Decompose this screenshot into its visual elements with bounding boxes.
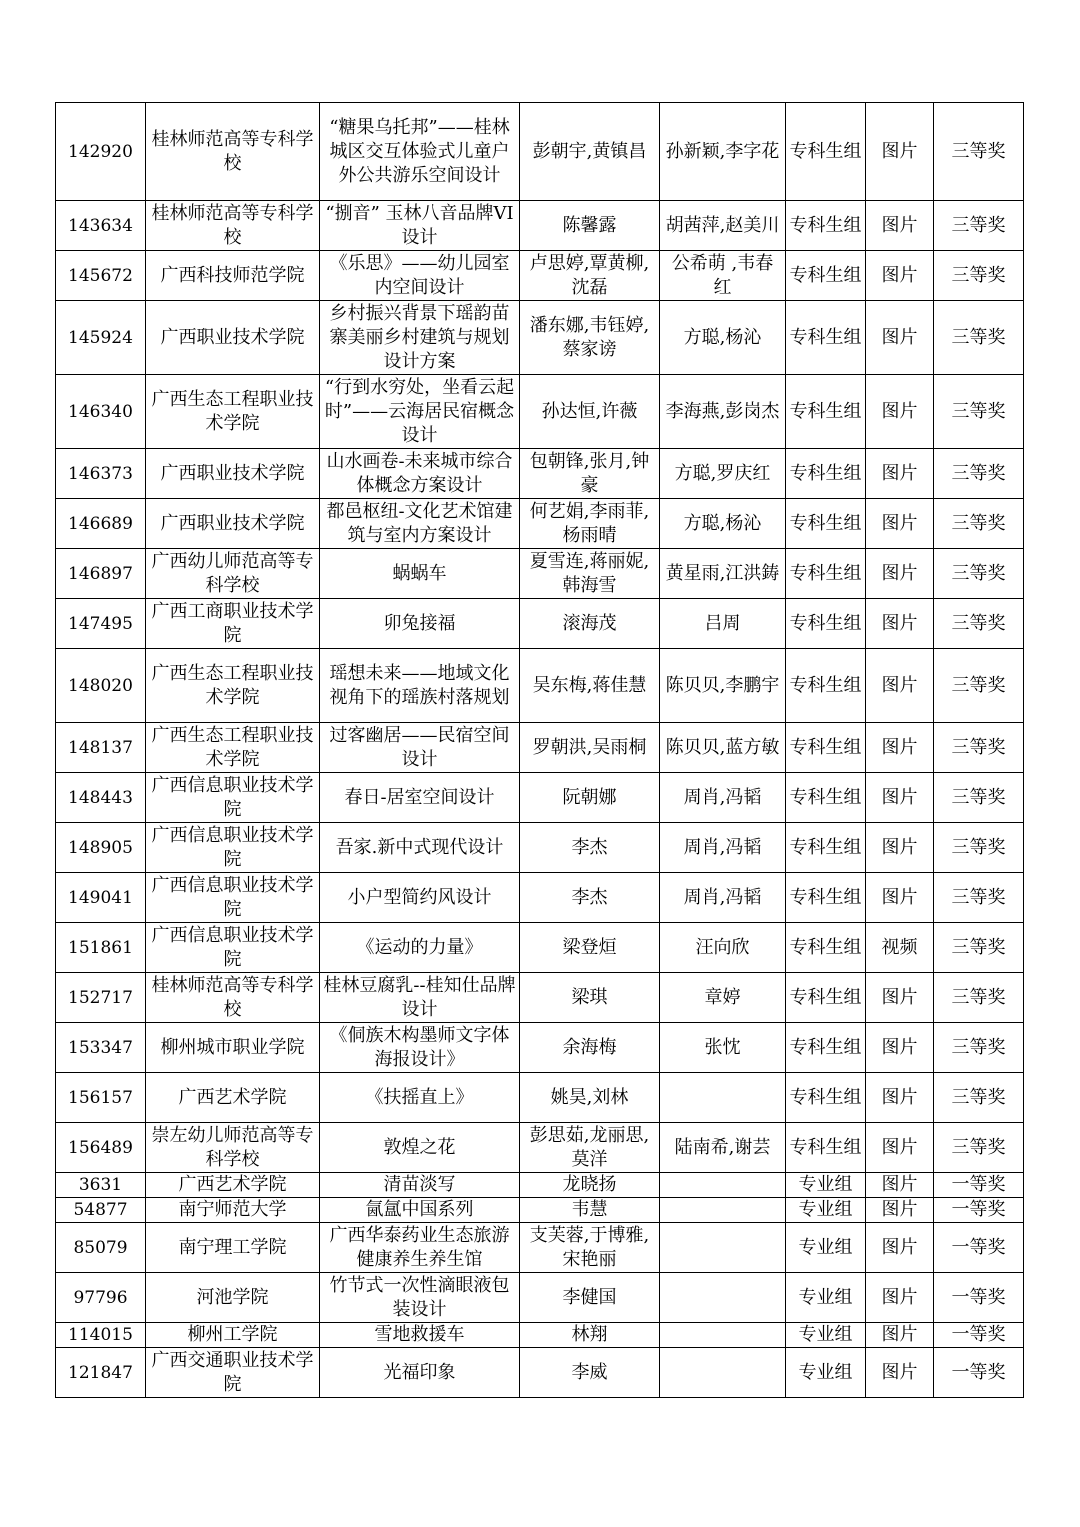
- cell-advisors: 章婷: [660, 973, 786, 1023]
- cell-authors: 梁登烜: [520, 923, 660, 973]
- table-row: [56, 1323, 1024, 1348]
- cell-authors: 何艺娟,李雨菲,杨雨晴: [520, 499, 660, 549]
- cell-type: 图片: [866, 773, 934, 823]
- cell-type: 图片: [866, 873, 934, 923]
- cell-id: 85079: [56, 1223, 146, 1273]
- cell-advisors: 张忱: [660, 1023, 786, 1073]
- table-row: [56, 1348, 1024, 1398]
- table-row: [56, 973, 1024, 1023]
- cell-id: 146373: [56, 449, 146, 499]
- cell-group: 专科生组: [786, 1023, 866, 1073]
- cell-school: 广西幼儿师范高等专科学校: [146, 549, 320, 599]
- table-row: [56, 873, 1024, 923]
- cell-id: 143634: [56, 201, 146, 251]
- cell-school: 柳州工学院: [146, 1323, 320, 1348]
- cell-group: 专业组: [786, 1323, 866, 1348]
- cell-group: 专科生组: [786, 375, 866, 449]
- cell-authors: 李杰: [520, 823, 660, 873]
- cell-type: 图片: [866, 549, 934, 599]
- table-row: [56, 923, 1024, 973]
- cell-advisors: [660, 1348, 786, 1398]
- cell-school: 广西科技师范学院: [146, 251, 320, 301]
- cell-id: 54877: [56, 1198, 146, 1223]
- cell-authors: 姚昊,刘林: [520, 1073, 660, 1123]
- cell-school: 广西艺术学院: [146, 1173, 320, 1198]
- cell-type: 图片: [866, 1348, 934, 1398]
- cell-work: 《乐思》——幼儿园室内空间设计: [320, 251, 520, 301]
- cell-advisors: [660, 1273, 786, 1323]
- cell-school: 广西艺术学院: [146, 1073, 320, 1123]
- cell-school: 广西职业技术学院: [146, 449, 320, 499]
- cell-work: 吾家.新中式现代设计: [320, 823, 520, 873]
- cell-award: 三等奖: [934, 1023, 1024, 1073]
- cell-group: 专业组: [786, 1173, 866, 1198]
- cell-advisors: 汪向欣: [660, 923, 786, 973]
- cell-group: 专业组: [786, 1348, 866, 1398]
- cell-work: 广西华泰药业生态旅游健康养生养生馆: [320, 1223, 520, 1273]
- cell-school: 广西信息职业技术学院: [146, 923, 320, 973]
- cell-work: 《扶摇直上》: [320, 1073, 520, 1123]
- cell-type: 图片: [866, 201, 934, 251]
- cell-award: 三等奖: [934, 103, 1024, 201]
- cell-award: 一等奖: [934, 1273, 1024, 1323]
- cell-id: 146897: [56, 549, 146, 599]
- cell-id: 148137: [56, 723, 146, 773]
- cell-award: 三等奖: [934, 823, 1024, 873]
- cell-award: 三等奖: [934, 723, 1024, 773]
- table-row: [56, 1273, 1024, 1323]
- cell-type: 图片: [866, 823, 934, 873]
- cell-award: 三等奖: [934, 375, 1024, 449]
- cell-advisors: 孙新颖,李字花: [660, 103, 786, 201]
- cell-school: 广西信息职业技术学院: [146, 873, 320, 923]
- cell-authors: 夏雪连,蒋丽妮,韩海雪: [520, 549, 660, 599]
- cell-work: 蜗蜗车: [320, 549, 520, 599]
- cell-type: 图片: [866, 723, 934, 773]
- cell-type: 图片: [866, 1273, 934, 1323]
- cell-id: 145924: [56, 301, 146, 375]
- cell-advisors: 李海燕,彭岗杰: [660, 375, 786, 449]
- cell-advisors: 黄星雨,江洪鋳: [660, 549, 786, 599]
- cell-id: 152717: [56, 973, 146, 1023]
- cell-advisors: [660, 1323, 786, 1348]
- cell-id: 151861: [56, 923, 146, 973]
- table-row: [56, 1173, 1024, 1198]
- cell-advisors: 胡茜萍,赵美川: [660, 201, 786, 251]
- cell-group: 专科生组: [786, 923, 866, 973]
- table-row: [56, 823, 1024, 873]
- table-row: [56, 773, 1024, 823]
- cell-work: 《侗族木构墨师文字体海报设计》: [320, 1023, 520, 1073]
- cell-advisors: 方聪,杨沁: [660, 499, 786, 549]
- table-body: [56, 103, 1024, 1398]
- cell-award: 三等奖: [934, 499, 1024, 549]
- cell-school: 广西生态工程职业技术学院: [146, 375, 320, 449]
- cell-award: 三等奖: [934, 301, 1024, 375]
- cell-school: 广西信息职业技术学院: [146, 773, 320, 823]
- cell-work: 清苗淡写: [320, 1173, 520, 1198]
- cell-school: 广西职业技术学院: [146, 301, 320, 375]
- cell-group: 专业组: [786, 1223, 866, 1273]
- cell-work: 小户型简约风设计: [320, 873, 520, 923]
- cell-work: 过客幽居——民宿空间设计: [320, 723, 520, 773]
- cell-award: 三等奖: [934, 923, 1024, 973]
- cell-id: 149041: [56, 873, 146, 923]
- cell-authors: 龙晓扬: [520, 1173, 660, 1198]
- cell-group: 专科生组: [786, 723, 866, 773]
- cell-award: 一等奖: [934, 1198, 1024, 1223]
- cell-id: 156157: [56, 1073, 146, 1123]
- cell-advisors: 方聪,罗庆红: [660, 449, 786, 499]
- cell-work: “捌音” 玉林八音品牌VI设计: [320, 201, 520, 251]
- cell-advisors: [660, 1173, 786, 1198]
- table-row: [56, 375, 1024, 449]
- cell-id: 156489: [56, 1123, 146, 1173]
- cell-type: 图片: [866, 1173, 934, 1198]
- cell-group: 专科生组: [786, 301, 866, 375]
- table-row: [56, 1198, 1024, 1223]
- cell-school: 广西交通职业技术学院: [146, 1348, 320, 1398]
- cell-type: 图片: [866, 251, 934, 301]
- cell-authors: 卢思婷,覃黄柳,沈磊: [520, 251, 660, 301]
- cell-group: 专科生组: [786, 773, 866, 823]
- cell-advisors: [660, 1198, 786, 1223]
- cell-school: 河池学院: [146, 1273, 320, 1323]
- cell-group: 专科生组: [786, 549, 866, 599]
- cell-type: 视频: [866, 923, 934, 973]
- cell-school: 南宁师范大学: [146, 1198, 320, 1223]
- cell-authors: 滚海茂: [520, 599, 660, 649]
- cell-group: 专科生组: [786, 201, 866, 251]
- cell-group: 专科生组: [786, 973, 866, 1023]
- cell-type: 图片: [866, 599, 934, 649]
- cell-work: 《运动的力量》: [320, 923, 520, 973]
- cell-award: 三等奖: [934, 1073, 1024, 1123]
- cell-award: 三等奖: [934, 1123, 1024, 1173]
- table-row: [56, 201, 1024, 251]
- cell-award: 一等奖: [934, 1173, 1024, 1198]
- cell-authors: 韦慧: [520, 1198, 660, 1223]
- cell-id: 148443: [56, 773, 146, 823]
- cell-authors: 梁琪: [520, 973, 660, 1023]
- cell-group: 专科生组: [786, 823, 866, 873]
- cell-group: 专科生组: [786, 499, 866, 549]
- table-row: [56, 499, 1024, 549]
- cell-award: 三等奖: [934, 773, 1024, 823]
- cell-type: 图片: [866, 1123, 934, 1173]
- cell-school: 桂林师范高等专科学校: [146, 973, 320, 1023]
- cell-advisors: 方聪,杨沁: [660, 301, 786, 375]
- cell-group: 专科生组: [786, 251, 866, 301]
- cell-work: 光福印象: [320, 1348, 520, 1398]
- cell-id: 145672: [56, 251, 146, 301]
- table-row: [56, 599, 1024, 649]
- cell-work: 竹节式一次性滴眼液包装设计: [320, 1273, 520, 1323]
- cell-group: 专科生组: [786, 103, 866, 201]
- cell-work: 桂林豆腐乳--桂知仕品牌设计: [320, 973, 520, 1023]
- cell-type: 图片: [866, 1073, 934, 1123]
- cell-school: 崇左幼儿师范高等专科学校: [146, 1123, 320, 1173]
- cell-id: 142920: [56, 103, 146, 201]
- cell-advisors: 周肖,冯韬: [660, 823, 786, 873]
- cell-type: 图片: [866, 649, 934, 723]
- cell-id: 3631: [56, 1173, 146, 1198]
- cell-award: 三等奖: [934, 251, 1024, 301]
- cell-type: 图片: [866, 1323, 934, 1348]
- cell-id: 148020: [56, 649, 146, 723]
- cell-type: 图片: [866, 973, 934, 1023]
- cell-id: 146340: [56, 375, 146, 449]
- cell-work: 春日-居室空间设计: [320, 773, 520, 823]
- cell-group: 专科生组: [786, 873, 866, 923]
- cell-authors: 李威: [520, 1348, 660, 1398]
- cell-type: 图片: [866, 1223, 934, 1273]
- cell-id: 114015: [56, 1323, 146, 1348]
- cell-work: “糖果乌托邦”——桂林城区交互体验式儿童户外公共游乐空间设计: [320, 103, 520, 201]
- cell-school: 广西生态工程职业技术学院: [146, 649, 320, 723]
- cell-school: 桂林师范高等专科学校: [146, 201, 320, 251]
- cell-type: 图片: [866, 1198, 934, 1223]
- cell-authors: 余海梅: [520, 1023, 660, 1073]
- cell-work: 乡村振兴背景下瑶韵苗寨美丽乡村建筑与规划设计方案: [320, 301, 520, 375]
- cell-type: 图片: [866, 499, 934, 549]
- cell-type: 图片: [866, 1023, 934, 1073]
- cell-school: 广西职业技术学院: [146, 499, 320, 549]
- cell-work: “行到水穷处，坐看云起时”——云海居民宿概念设计: [320, 375, 520, 449]
- cell-award: 三等奖: [934, 599, 1024, 649]
- cell-authors: 李健国: [520, 1273, 660, 1323]
- table-row: [56, 549, 1024, 599]
- cell-work: 氤氲中国系列: [320, 1198, 520, 1223]
- table-row: [56, 1073, 1024, 1123]
- table-row: [56, 649, 1024, 723]
- cell-group: 专科生组: [786, 599, 866, 649]
- table-row: [56, 251, 1024, 301]
- cell-advisors: 周肖,冯韬: [660, 773, 786, 823]
- table-row: [56, 1223, 1024, 1273]
- award-table: [55, 102, 1024, 1398]
- cell-type: 图片: [866, 301, 934, 375]
- cell-id: 148905: [56, 823, 146, 873]
- cell-authors: 孙达恒,许薇: [520, 375, 660, 449]
- table-row: [56, 1123, 1024, 1173]
- cell-authors: 李杰: [520, 873, 660, 923]
- cell-group: 专科生组: [786, 1123, 866, 1173]
- cell-advisors: [660, 1223, 786, 1273]
- cell-group: 专科生组: [786, 1073, 866, 1123]
- table-row: [56, 449, 1024, 499]
- cell-work: 山水画卷-未来城市综合体概念方案设计: [320, 449, 520, 499]
- cell-authors: 支芙蓉,于博雅,宋艳丽: [520, 1223, 660, 1273]
- cell-id: 153347: [56, 1023, 146, 1073]
- cell-school: 广西信息职业技术学院: [146, 823, 320, 873]
- cell-school: 南宁理工学院: [146, 1223, 320, 1273]
- cell-award: 一等奖: [934, 1323, 1024, 1348]
- cell-work: 雪地救援车: [320, 1323, 520, 1348]
- cell-authors: 彭朝宇,黄镇昌: [520, 103, 660, 201]
- cell-group: 专科生组: [786, 449, 866, 499]
- cell-id: 147495: [56, 599, 146, 649]
- cell-id: 146689: [56, 499, 146, 549]
- table-row: [56, 301, 1024, 375]
- cell-school: 广西生态工程职业技术学院: [146, 723, 320, 773]
- cell-advisors: 吕周: [660, 599, 786, 649]
- cell-award: 三等奖: [934, 201, 1024, 251]
- cell-authors: 潘东娜,韦钰婷,蔡家谤: [520, 301, 660, 375]
- cell-school: 柳州城市职业学院: [146, 1023, 320, 1073]
- cell-school: 广西工商职业技术学院: [146, 599, 320, 649]
- cell-work: 瑶想未来——地域文化视角下的瑶族村落规划: [320, 649, 520, 723]
- cell-work: 都邑枢纽-文化艺术馆建筑与室内方案设计: [320, 499, 520, 549]
- cell-advisors: [660, 1073, 786, 1123]
- cell-authors: 包朝锋,张月,钟豪: [520, 449, 660, 499]
- cell-type: 图片: [866, 375, 934, 449]
- table-row: [56, 1023, 1024, 1073]
- cell-award: 一等奖: [934, 1223, 1024, 1273]
- cell-work: 卯兔接福: [320, 599, 520, 649]
- cell-advisors: 公希萌 ,韦春红: [660, 251, 786, 301]
- cell-authors: 阮朝娜: [520, 773, 660, 823]
- cell-award: 三等奖: [934, 449, 1024, 499]
- cell-award: 三等奖: [934, 873, 1024, 923]
- cell-award: 三等奖: [934, 973, 1024, 1023]
- cell-authors: 吴东梅,蒋佳慧: [520, 649, 660, 723]
- cell-advisors: 陈贝贝,李鹏宇: [660, 649, 786, 723]
- cell-award: 一等奖: [934, 1348, 1024, 1398]
- cell-authors: 林翔: [520, 1323, 660, 1348]
- cell-school: 桂林师范高等专科学校: [146, 103, 320, 201]
- cell-authors: 罗朝洪,吴雨桐: [520, 723, 660, 773]
- cell-id: 97796: [56, 1273, 146, 1323]
- cell-award: 三等奖: [934, 549, 1024, 599]
- table-row: [56, 723, 1024, 773]
- cell-work: 敦煌之花: [320, 1123, 520, 1173]
- cell-group: 专业组: [786, 1198, 866, 1223]
- cell-group: 专科生组: [786, 649, 866, 723]
- cell-authors: 陈馨露: [520, 201, 660, 251]
- cell-advisors: 陆南希,谢芸: [660, 1123, 786, 1173]
- cell-type: 图片: [866, 449, 934, 499]
- cell-id: 121847: [56, 1348, 146, 1398]
- cell-authors: 彭思茹,龙丽思,莫洋: [520, 1123, 660, 1173]
- cell-award: 三等奖: [934, 649, 1024, 723]
- cell-type: 图片: [866, 103, 934, 201]
- cell-group: 专业组: [786, 1273, 866, 1323]
- cell-advisors: 周肖,冯韬: [660, 873, 786, 923]
- table-row: [56, 103, 1024, 201]
- cell-advisors: 陈贝贝,蓝方敏: [660, 723, 786, 773]
